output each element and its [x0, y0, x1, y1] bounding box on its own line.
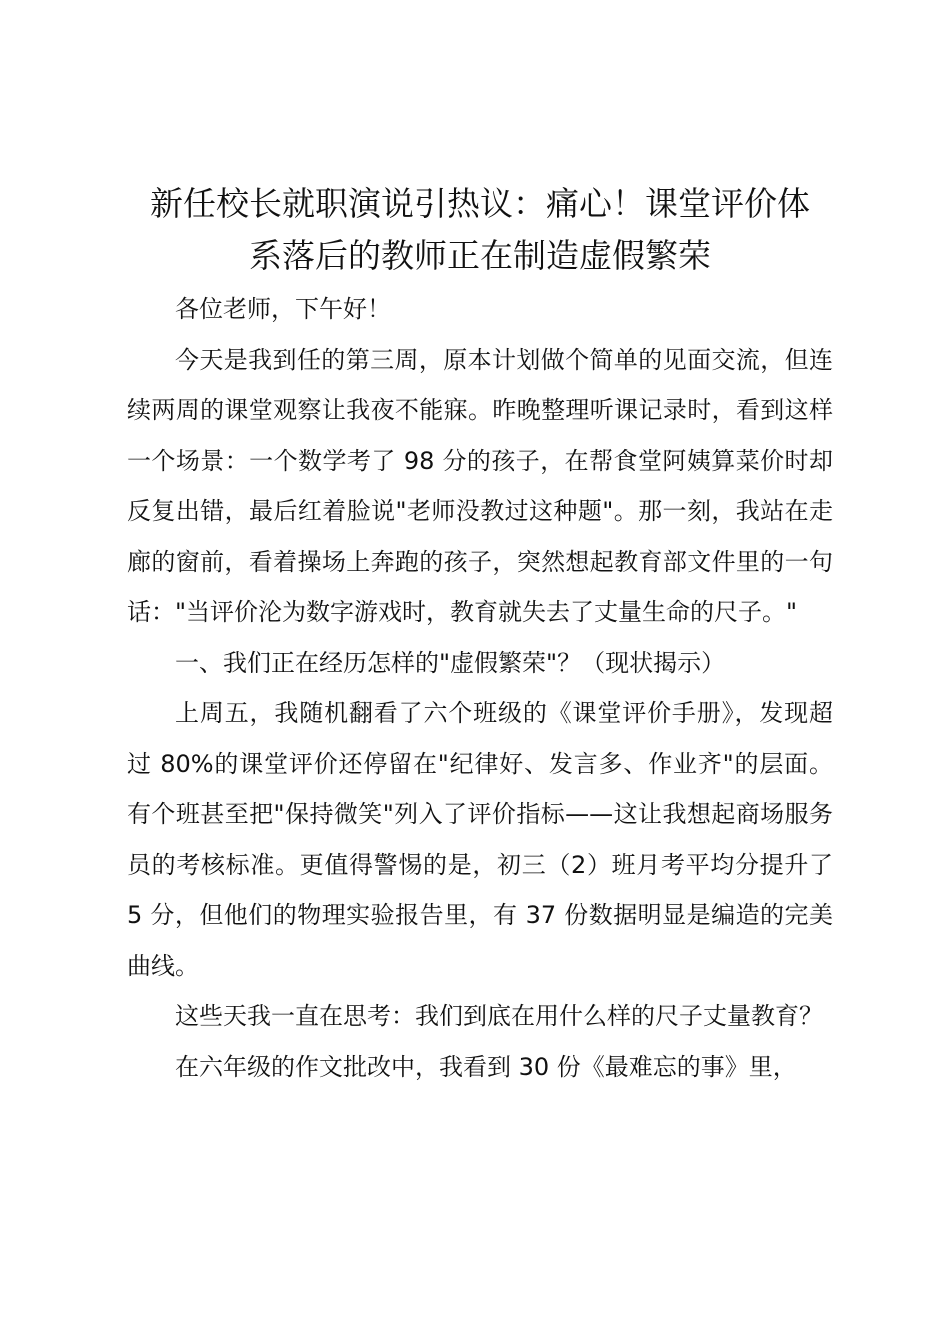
document-body	[127, 178, 833, 1092]
paragraph-intro: 今天是我到任的第三周，原本计划做个简单的见面交流，但连续两周的课堂观察让我夜不能寐。昨晚整理听课记录时，看到这样一个场景：一个数学考了 98 分的孩子，在帮食堂阿姨算菜价时却反复出错，最后红着脸说"老师没教过这种题"。那一刻，我站在走廊的窗前，看着操场上奔跑的孩子，突然想起教育部文件里的一句话："当评价沦为数字游戏时，教育就失去了丈量生命的尺子。"	[127, 345, 833, 626]
paragraph-reflection: 这些天我一直在思考：我们到底在用什么样的尺子丈量教育？	[175, 1002, 823, 1030]
document-title	[127, 178, 833, 282]
paragraph-essay: 在六年级的作文批改中，我看到 30 份《最难忘的事》里，	[175, 1052, 797, 1081]
paragraph-status: 上周五，我随机翻看了六个班级的《课堂评价手册》，发现超过 80%的课堂评价还停留在"纪律好、发言多、作业齐"的层面。有个班甚至把"保持微笑"列入了评价指标——这让我想起商场服务员的考核标准。更值得警惕的是，初三（2）班月考平均分提升了 5 分，但他们的物理实验报告里，有 37 份数据明显是编造的完美曲线。	[127, 699, 833, 980]
title-line-2: 系落后的教师正在制造虚假繁荣	[249, 236, 711, 275]
title-line-1: 新任校长就职演说引热议：痛心！课堂评价体	[150, 184, 810, 223]
section-heading-1: 一、我们正在经历怎样的"虚假繁荣"？（现状揭示）	[175, 648, 726, 677]
paragraph-greeting: 各位老师，下午好！	[175, 295, 391, 323]
